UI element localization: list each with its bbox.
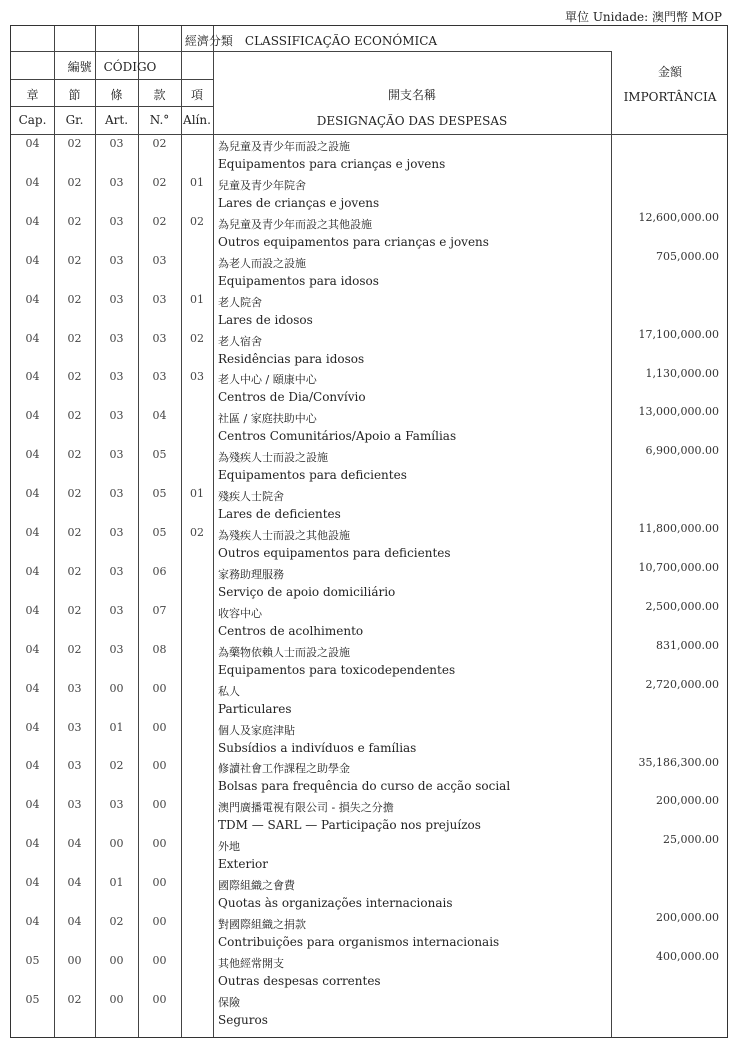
designation-pt: Centros Comunitários/Apoio a Famílias bbox=[218, 429, 457, 444]
code-art: 03 bbox=[109, 292, 124, 306]
code-n: 00 bbox=[152, 798, 167, 812]
designation-pt: Particulares bbox=[218, 701, 292, 716]
table-row bbox=[11, 992, 727, 1034]
code-art: 03 bbox=[109, 175, 124, 189]
col-n-pt: N.° bbox=[149, 113, 170, 127]
code-gr: 02 bbox=[67, 409, 82, 423]
code-gr: 02 bbox=[67, 292, 82, 306]
code-n: 02 bbox=[152, 214, 167, 228]
designation-pt: Centros de Dia/Convívio bbox=[218, 390, 366, 405]
designation-pt: Lares de deficientes bbox=[218, 507, 341, 522]
code-art: 00 bbox=[109, 992, 124, 1006]
code-n: 03 bbox=[152, 253, 167, 267]
code-n: 00 bbox=[152, 720, 167, 734]
designation-pt: Subsídios a indivíduos e famílias bbox=[218, 740, 417, 755]
code-cap: 04 bbox=[25, 603, 40, 617]
code-gr: 03 bbox=[67, 759, 82, 773]
amount: 13,000,000.00 bbox=[638, 405, 719, 419]
designation-pt: Seguros bbox=[218, 1012, 268, 1027]
designation-zh: 為殘疾人士而設之設施 bbox=[218, 451, 328, 465]
amount: 200,000.00 bbox=[656, 911, 719, 925]
code-art: 03 bbox=[109, 642, 124, 656]
amount: 12,600,000.00 bbox=[638, 210, 719, 224]
code-n: 00 bbox=[152, 953, 167, 967]
code-art: 03 bbox=[109, 564, 124, 578]
designation-zh: 其他經常開支 bbox=[218, 956, 284, 970]
code-gr: 02 bbox=[67, 564, 82, 578]
code-n: 00 bbox=[152, 681, 167, 695]
designation-zh: 對國際組織之捐款 bbox=[218, 918, 306, 931]
designation-pt: Equipamentos para crianças e jovens bbox=[218, 157, 446, 171]
designation-zh: 為老人而設之設施 bbox=[218, 256, 306, 270]
designation-pt: Lares de idosos bbox=[218, 312, 313, 327]
amount: 705,000.00 bbox=[656, 249, 719, 263]
code-art: 03 bbox=[109, 331, 124, 345]
code-cap: 05 bbox=[25, 992, 40, 1006]
amount: 400,000.00 bbox=[656, 950, 719, 963]
code-n: 02 bbox=[152, 175, 167, 189]
code-art: 01 bbox=[109, 876, 124, 890]
code-cap: 04 bbox=[25, 253, 40, 267]
designation-zh: 個人及家庭津貼 bbox=[218, 723, 295, 737]
col-cap-zh: 章 bbox=[26, 88, 39, 102]
code-art: 01 bbox=[109, 720, 124, 734]
code-gr: 02 bbox=[67, 448, 82, 462]
code-art: 03 bbox=[109, 798, 124, 812]
designation-zh: 國際組織之會費 bbox=[218, 879, 295, 893]
code-alin: 03 bbox=[190, 370, 204, 384]
code-alin: 02 bbox=[190, 214, 204, 228]
code-cap: 04 bbox=[25, 137, 40, 150]
designation-pt: Contribuições para organismos internacionais bbox=[218, 935, 500, 949]
designation-pt: Outras despesas correntes bbox=[218, 973, 381, 988]
designation-pt: Outros equipamentos para crianças e jovens bbox=[218, 234, 489, 249]
amount: 831,000.00 bbox=[656, 638, 719, 652]
designation-zh: 為兒童及青少年而設之設施 bbox=[218, 140, 350, 153]
code-alin: 02 bbox=[190, 331, 204, 345]
table-row bbox=[11, 839, 727, 878]
code-art: 03 bbox=[109, 214, 124, 228]
amount: 2,720,000.00 bbox=[645, 677, 719, 691]
code-cap: 04 bbox=[25, 331, 40, 345]
code-art: 00 bbox=[109, 953, 124, 967]
designation-zh: 老人中心 / 頤康中心 bbox=[218, 373, 317, 387]
amount: 17,100,000.00 bbox=[638, 327, 719, 341]
designation-header-zh: 開支名稱 bbox=[387, 88, 436, 102]
col-gr-zh: 節 bbox=[68, 88, 81, 102]
amount-header-pt: IMPORTÂNCIA bbox=[623, 90, 717, 104]
code-gr: 03 bbox=[67, 681, 82, 695]
code-art: 03 bbox=[109, 603, 124, 617]
code-n: 03 bbox=[152, 292, 167, 306]
amount: 11,800,000.00 bbox=[638, 522, 719, 536]
code-gr: 02 bbox=[67, 331, 82, 345]
code-cap: 04 bbox=[25, 915, 40, 928]
designation-zh: 老人宿舍 bbox=[218, 334, 262, 348]
code-cap: 04 bbox=[25, 720, 40, 734]
code-gr: 02 bbox=[67, 642, 82, 656]
amount: 1,130,000.00 bbox=[645, 366, 719, 380]
col-alin-zh: 項 bbox=[190, 88, 203, 102]
code-gr: 03 bbox=[67, 798, 82, 812]
code-gr: 02 bbox=[67, 137, 82, 150]
table-row bbox=[11, 253, 727, 295]
row-divider bbox=[11, 106, 213, 107]
code-n: 00 bbox=[152, 759, 167, 773]
code-n: 03 bbox=[152, 331, 167, 345]
table-row bbox=[11, 953, 727, 995]
col-cap-pt: Cap. bbox=[18, 113, 47, 127]
code-n: 00 bbox=[152, 915, 167, 928]
code-alin: 01 bbox=[190, 175, 204, 189]
col-alin-pt: Alín. bbox=[183, 113, 211, 127]
code-gr: 02 bbox=[67, 175, 82, 189]
table-row bbox=[11, 450, 727, 489]
designation-zh: 為兒童及青少年而設之其他設施 bbox=[218, 217, 372, 231]
code-cap: 04 bbox=[25, 526, 40, 539]
code-n: 00 bbox=[152, 992, 167, 1006]
code-art: 02 bbox=[109, 759, 124, 773]
designation-zh: 殘疾人士院舍 bbox=[218, 490, 284, 504]
designation-zh: 老人院舍 bbox=[218, 295, 262, 309]
designation-zh: 澳門廣播電視有限公司 - 損失之分擔 bbox=[218, 801, 394, 815]
code-gr: 03 bbox=[67, 720, 82, 734]
code-cap: 04 bbox=[25, 642, 40, 656]
code-gr: 04 bbox=[67, 837, 82, 851]
amount: 6,900,000.00 bbox=[645, 444, 719, 458]
code-gr: 04 bbox=[67, 876, 82, 890]
code-n: 05 bbox=[152, 526, 167, 539]
designation-pt: Equipamentos para idosos bbox=[218, 273, 379, 288]
designation-header-pt: DESIGNAÇÃO DAS DESPESAS bbox=[316, 114, 508, 128]
designation-pt: Serviço de apoio domiciliário bbox=[218, 584, 396, 599]
code-art: 03 bbox=[109, 526, 124, 539]
designation-pt: Equipamentos para deficientes bbox=[218, 468, 407, 483]
col-gr-pt: Gr. bbox=[65, 113, 84, 127]
code-cap: 04 bbox=[25, 564, 40, 578]
classification-header: 經濟分類 CLASSIFICAÇÃO ECONÓMICA bbox=[184, 34, 438, 48]
amount-header-zh: 金額 bbox=[657, 65, 682, 79]
code-art: 03 bbox=[109, 370, 124, 384]
designation-zh: 兒童及青少年院舍 bbox=[218, 178, 306, 192]
code-n: 05 bbox=[152, 487, 167, 501]
code-cap: 04 bbox=[25, 681, 40, 695]
table-row bbox=[11, 681, 727, 723]
codigo-header: 編號 CÓDIGO bbox=[67, 60, 157, 74]
designation-zh: 社區 / 家庭扶助中心 bbox=[218, 412, 317, 426]
code-n: 07 bbox=[152, 603, 167, 617]
code-gr: 02 bbox=[67, 253, 82, 267]
header-bottom-line bbox=[11, 134, 727, 135]
code-cap: 04 bbox=[25, 487, 40, 501]
code-cap: 04 bbox=[25, 798, 40, 812]
unit-label: 單位 Unidade: 澳門幣 MOP bbox=[565, 10, 722, 24]
table-row bbox=[11, 139, 727, 178]
designation-pt: Outros equipamentos para deficientes bbox=[218, 546, 451, 560]
col-art-pt: Art. bbox=[104, 113, 129, 127]
code-gr: 02 bbox=[67, 487, 82, 501]
code-cap: 04 bbox=[25, 370, 40, 384]
code-cap: 04 bbox=[25, 448, 40, 462]
designation-pt: Equipamentos para toxicodependentes bbox=[218, 662, 456, 677]
code-cap: 04 bbox=[25, 837, 40, 851]
code-cap: 04 bbox=[25, 292, 40, 306]
designation-pt: Centros de acolhimento bbox=[218, 623, 364, 638]
code-cap: 04 bbox=[25, 409, 40, 423]
budget-table bbox=[10, 25, 728, 1038]
col-art-zh: 條 bbox=[110, 88, 123, 102]
code-alin: 01 bbox=[190, 292, 204, 306]
amount: 2,500,000.00 bbox=[645, 599, 719, 613]
designation-pt: Bolsas para frequência do curso de acção social bbox=[218, 779, 511, 794]
designation-pt: Residências para idosos bbox=[218, 351, 365, 366]
code-art: 03 bbox=[109, 137, 124, 150]
code-n: 02 bbox=[152, 137, 167, 150]
designation-zh: 為殘疾人士而設之其他設施 bbox=[218, 529, 350, 542]
amount: 10,700,000.00 bbox=[638, 561, 719, 574]
code-gr: 02 bbox=[67, 214, 82, 228]
code-art: 00 bbox=[109, 837, 124, 851]
col-n-zh: 款 bbox=[153, 88, 166, 102]
code-art: 03 bbox=[109, 409, 124, 423]
code-n: 08 bbox=[152, 642, 167, 656]
code-art: 03 bbox=[109, 448, 124, 462]
code-cap: 04 bbox=[25, 214, 40, 228]
designation-zh: 外地 bbox=[218, 840, 240, 854]
designation-zh: 收容中心 bbox=[218, 606, 262, 620]
code-art: 02 bbox=[109, 915, 124, 928]
code-art: 00 bbox=[109, 681, 124, 695]
code-gr: 02 bbox=[67, 603, 82, 617]
code-alin: 02 bbox=[190, 526, 204, 539]
designation-zh: 修讀社會工作課程之助學金 bbox=[218, 762, 350, 776]
code-cap: 04 bbox=[25, 175, 40, 189]
code-gr: 02 bbox=[67, 992, 82, 1006]
code-gr: 02 bbox=[67, 526, 82, 539]
row-divider bbox=[11, 51, 611, 52]
designation-zh: 為藥物依賴人士而設之設施 bbox=[218, 645, 350, 659]
code-cap: 04 bbox=[25, 759, 40, 773]
code-gr: 04 bbox=[67, 915, 82, 928]
code-n: 00 bbox=[152, 837, 167, 851]
code-cap: 04 bbox=[25, 876, 40, 890]
code-art: 03 bbox=[109, 487, 124, 501]
amount: 200,000.00 bbox=[656, 794, 719, 808]
code-gr: 02 bbox=[67, 370, 82, 384]
designation-pt: TDM — SARL — Participação nos prejuízos bbox=[218, 818, 481, 833]
code-cap: 05 bbox=[25, 953, 40, 967]
code-n: 06 bbox=[152, 564, 167, 578]
designation-zh: 私人 bbox=[218, 684, 240, 698]
code-n: 04 bbox=[152, 409, 167, 423]
code-n: 05 bbox=[152, 448, 167, 462]
amount: 35,186,300.00 bbox=[638, 755, 719, 769]
row-divider bbox=[11, 79, 213, 80]
code-n: 03 bbox=[152, 370, 167, 384]
designation-pt: Exterior bbox=[218, 857, 268, 872]
amount: 25,000.00 bbox=[663, 833, 719, 847]
code-art: 03 bbox=[109, 253, 124, 267]
designation-pt: Quotas às organizações internacionais bbox=[218, 896, 453, 911]
designation-pt: Lares de crianças e jovens bbox=[218, 195, 380, 210]
code-n: 00 bbox=[152, 876, 167, 890]
code-gr: 00 bbox=[67, 953, 82, 967]
code-alin: 01 bbox=[190, 487, 204, 501]
designation-zh: 家務助理服務 bbox=[218, 567, 284, 581]
designation-zh: 保險 bbox=[218, 995, 240, 1009]
